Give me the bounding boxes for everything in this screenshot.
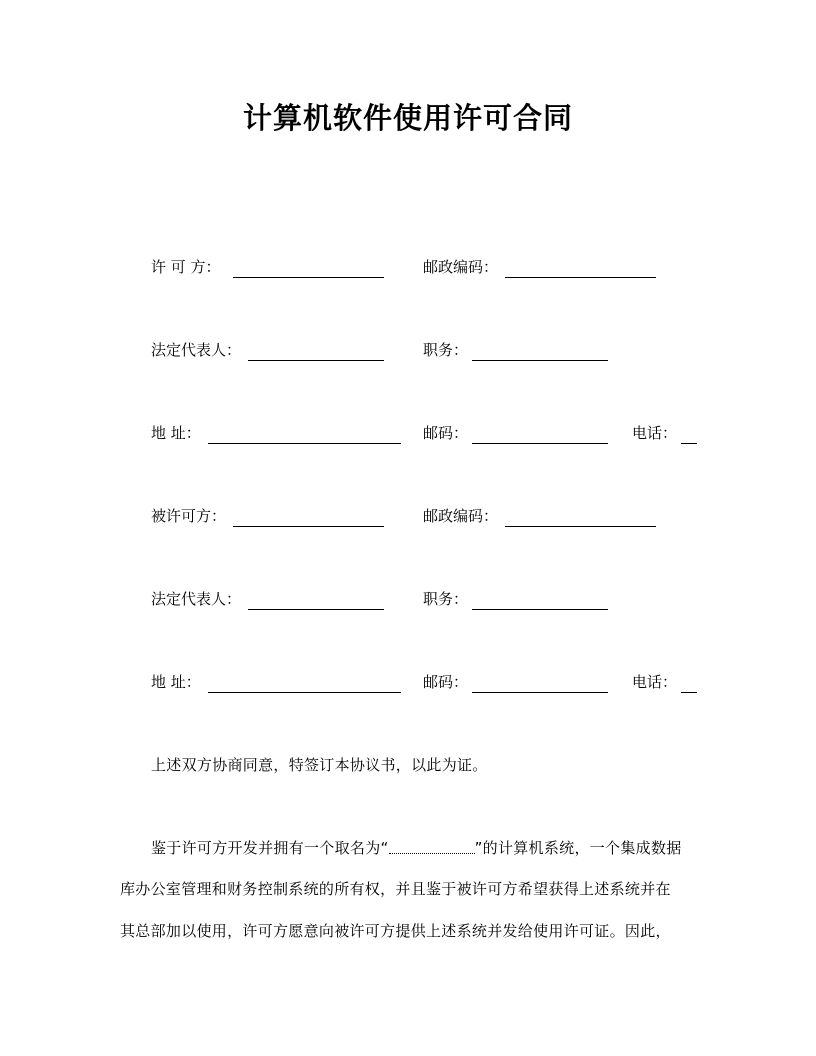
licensor-position-field	[423, 339, 608, 361]
document-title: 计算机软件使用许可合同	[242, 101, 573, 135]
licensor-postal-code-blank[interactable]	[505, 277, 656, 278]
licensor-party-blank[interactable]	[233, 277, 384, 278]
licensor-address-blank[interactable]	[208, 443, 401, 444]
licensor-postal-code-label: 邮政编码：	[423, 258, 499, 276]
recital-line-1-after: ”的计算机系统，一个集成数据	[474, 839, 682, 857]
licensee-party-field	[151, 505, 384, 527]
licensee-position-blank[interactable]	[472, 609, 608, 610]
system-name-blank[interactable]	[389, 843, 475, 854]
licensor-position-label: 职务：	[423, 341, 469, 359]
licensee-postal-code-label: 邮政编码：	[423, 507, 499, 525]
recital-line-3: 其总部加以使用，许可方愿意向被许可方提供上述系统并发给使用许可证。因此，	[120, 922, 671, 940]
licensee-legal-rep-label: 法定代表人：	[151, 590, 242, 608]
agreement-statement: 上述双方协商同意，特签订本协议书，以此为证。	[151, 756, 488, 774]
licensee-party-blank[interactable]	[233, 526, 384, 527]
recital-line-1-before: 鉴于许可方开发并拥有一个取名为“	[151, 839, 389, 857]
licensee-legal-rep-blank[interactable]	[248, 609, 384, 610]
licensor-legal-rep-field	[151, 339, 384, 361]
licensor-legal-rep-label: 法定代表人：	[151, 341, 242, 359]
licensor-zip-blank[interactable]	[472, 443, 608, 444]
licensee-phone-field	[632, 671, 697, 693]
recital-line-1	[151, 837, 682, 858]
licensee-zip-field	[423, 671, 608, 693]
licensor-phone-field	[632, 422, 697, 444]
licensee-phone-label: 电话：	[632, 673, 678, 691]
licensee-legal-rep-field	[151, 588, 384, 610]
licensor-position-blank[interactable]	[472, 360, 608, 361]
licensee-position-field	[423, 588, 608, 610]
recital-line-2: 库办公室管理和财务控制系统的所有权，并且鉴于被许可方希望获得上述系统并在	[120, 880, 671, 898]
licensee-zip-blank[interactable]	[472, 692, 608, 693]
licensor-address-field	[151, 422, 401, 444]
licensee-address-blank[interactable]	[208, 692, 401, 693]
licensor-zip-label: 邮码：	[423, 424, 469, 442]
licensor-postal-code-field	[423, 256, 656, 278]
licensor-legal-rep-blank[interactable]	[248, 360, 384, 361]
licensee-position-label: 职务：	[423, 590, 469, 608]
licensee-zip-label: 邮码：	[423, 673, 469, 691]
licensee-phone-blank[interactable]	[681, 692, 697, 693]
licensee-postal-code-blank[interactable]	[505, 526, 656, 527]
licensee-address-label: 地 址：	[151, 673, 201, 691]
licensor-party-field	[151, 256, 384, 278]
licensor-phone-blank[interactable]	[681, 443, 697, 444]
licensee-party-label: 被许可方：	[151, 507, 227, 525]
licensee-address-field	[151, 671, 401, 693]
licensor-party-label: 许 可 方：	[151, 258, 221, 276]
licensee-postal-code-field	[423, 505, 656, 527]
licensor-address-label: 地 址：	[151, 424, 201, 442]
licensor-zip-field	[423, 422, 608, 444]
licensor-phone-label: 电话：	[632, 424, 678, 442]
